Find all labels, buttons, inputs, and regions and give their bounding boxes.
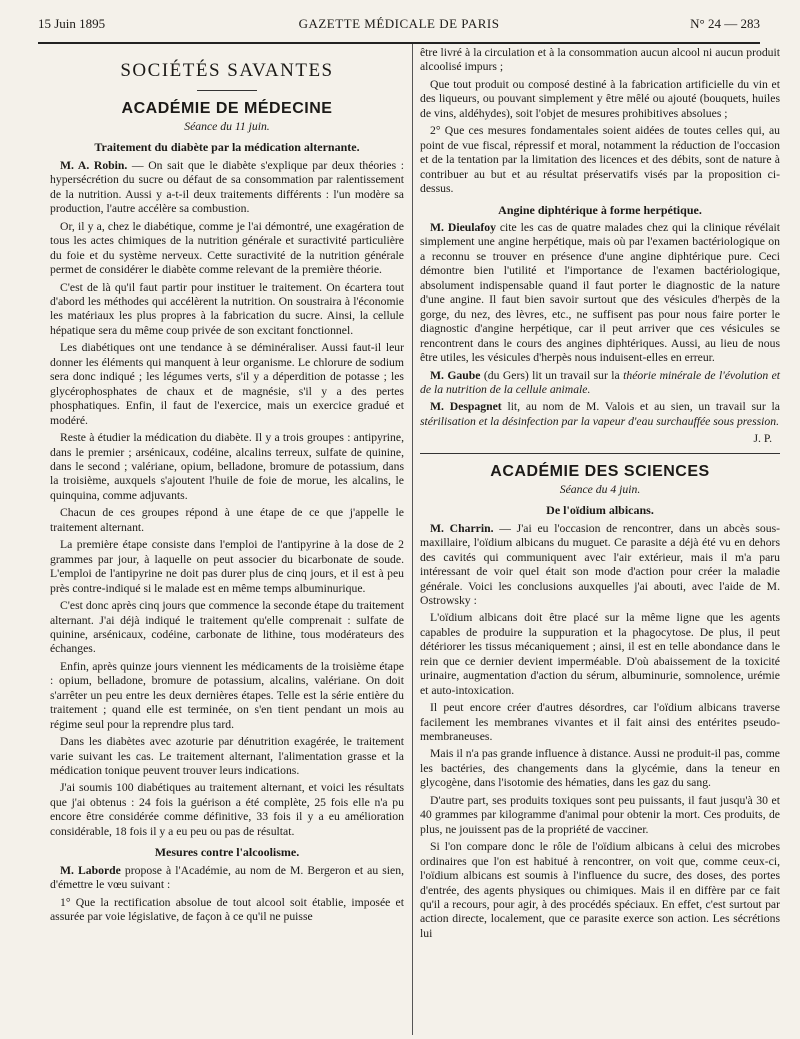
column-divider (412, 44, 413, 1035)
speaker-name: M. A. Robin. (60, 158, 128, 172)
paragraph-text: cite les cas de quatre malades chez qui la clinique révélait simplement une angine herpétique, mais où par l'examen bactériologique on a reconnu se trouver en présence d'une angine diphtérique pure. Ceci démontre bien l'utilité et l'importance de l'examen bactériologique, absolument indispensable quand il faut porter le diagnostic de la nature d'une angine. Il faut bien savoir surtout que des vésicules d'herpès de la gorge, du nez, des lèvres, etc., ne suffisent pas pour nous faire porter le diagnostic d'angine herpétique, car il peut arriver que ces vésicules se rencontrent dans le cours des angines diphtériques. Aussi, au lieu de nous être utiles, les vésicules d'herpès nous induisent-elles en erreur. (420, 220, 780, 365)
speaker-name: M. Gaube (430, 368, 481, 382)
paragraph: Si l'on compare donc le rôle de l'oïdium albicans à celui des microbes ordinaires que l'on est habitué à rencontrer, on voit que, comme ceux-ci, l'oïdium albicans est soumis à l'influence du sucre, des doses, des portes d'entrée, des agents physiques ou chimiques. Mais il en diffère par ce fait qu'il a recours, pour agir, à des procédés spéciaux. En effet, c'est surtout par action directe, localement, que ce parasite exerce son action. Les sécrétions lui (420, 840, 780, 940)
paragraph: D'autre part, ses produits toxiques sont peu puissants, il faut jusqu'à 30 et 40 grammes par kilogramme d'animal pour obtenir la mort. Ces produits, de plus, ne jouissent pas de la propriété de vacciner. (420, 793, 780, 836)
left-column (50, 50, 404, 928)
speaker-name: M. Laborde (60, 863, 121, 877)
academy-title-medecine: ACADÉMIE DE MÉDECINE (121, 100, 333, 117)
paragraph: Enfin, après quinze jours viennent les médicaments de la troisième étape : opium, belladone, bromure de potassium, alcalins, valériane. On doit s'arrêter un peu entre les deux dernières étapes. Telle est la série entière du traitement ; quand elle est terminée, on s'en tient pendant un mois au régime seul pour la reprendre plus tard. (50, 659, 404, 731)
paragraph: L'oïdium albicans doit être placé sur la même ligne que les agents capables de produire la suppuration et la phagocytose. De plus, il peut détériorer les tissus mécaniquement ; ainsi, il est en telle abondance dans le rein que ce dernier devient imperméable. D'où abaissement de la toxicité urinaire, augmentation d'action du sérum, albuminurie, somnolence, urémie et auto-intoxication. (420, 611, 780, 697)
paragraph: Dans les diabètes avec azoturie par dénutrition exagérée, le traitement varie suivant les cas. Le traitement alternant, l'alimentation grasse et la médication tonique peuvent trouver leurs indications. (50, 735, 404, 778)
paragraph (420, 221, 780, 366)
topic-heading-diabete: Traitement du diabète par la médication alternante. (94, 140, 360, 155)
journal-title: GAZETTE MÉDICALE DE PARIS (298, 16, 500, 31)
paragraph: Mais il n'a pas grande influence à distance. Aussi ne produit-il pas, comme les bactéries, des changements dans la glycémie, dans la teneur en glycogène, dans l'isotomie des hématies, dans les gaz du sang. (420, 747, 780, 790)
work-title: théorie minérale de l'évolution et de la nutrition de la cellule animale. (420, 368, 781, 396)
paragraph: 2° Que ces mesures fondamentales soient aidées de toutes celles qui, au point de vue fiscal, répressif et moral, notamment la réduction de l'occasion et de la tentation par la limitation des licences et des débits, sont de nature à contribuer au but et au résultat préservatifs visés par la proposition ci-dessus. (420, 124, 780, 196)
speaker-name: M. Charrin. (430, 521, 494, 535)
header-rule (38, 42, 760, 44)
paragraph: Que tout produit ou composé destiné à la fabrication artificielle du vin et des liqueurs, ou pouvant simplement y être mêlé ou ajouté (bouquets, huiles de vins, aldéhydes), soit l'objet de mesures prohibitives absolues ; (420, 77, 780, 120)
section-title: SOCIÉTÉS SAVANTES (120, 60, 334, 81)
paragraph (420, 522, 780, 609)
paragraph-text: — On sait que le diabète s'explique par deux théories : hypersécrétion du sucre ou défaut de sa consommation par ralentissement de la nutrition. Aussi y a-t-il deux traitements différents : l'un modère sa production, l'autre accélère sa combustion. (50, 158, 404, 216)
paragraph: 1° Que la rectification absolue de tout alcool soit établie, imposée et assurée par voie législative, de façon à ce qu'il ne puisse (50, 895, 404, 924)
paragraph (420, 400, 780, 429)
speaker-name: M. Despagnet (430, 400, 502, 414)
paragraph: Les diabétiques ont une tendance à se déminéraliser. Aussi faut-il leur donner les éléments qui manquent à leur organisme. Le chlorure de sodium sera donc indiqué ; les légumes verts, s'il y a déperdition de potasse ; les glycérophosphates de chaux et de magnésie, s'il y a des pertes phosphatiques. Enfin, il faut de l'exercice, mais un exercice gradué et modéré. (50, 341, 404, 427)
page-number: N° 24 — 283 (690, 16, 760, 31)
paragraph: Or, il y a, chez le diabétique, comme je l'ai démontré, une exagération de tous les actes chimiques de la nutrition générale et suractivité particulière du foie et du système nerveux. Cette suractivité de la nutrition générale permet de considérer le diabète comme relevant de la première théorie. (50, 219, 404, 277)
paragraph: Chacun de ces groupes répond à une étape de ce que j'appelle le traitement alternant. (50, 506, 404, 534)
paragraph-text: lit, au nom de M. Valois et au sien, un travail sur la (501, 400, 780, 414)
paragraph-text: — J'ai eu l'occasion de rencontrer, dans un abcès sous-maxillaire, l'oïdium albicans du muguet. Ce parasite a déjà été vu en dehors des cavités qui communiquent avec l'air extérieur, mais il m'a paru intéressant de voir quel était son mode d'action pour créer la maladie générale. Voici les conclusions auxquelles j'ai abouti, avec l'aide de M. Ostrowsky : (420, 521, 781, 607)
section-rule (420, 453, 780, 454)
topic-heading-angine: Angine diphtérique à forme herpétique. (498, 202, 702, 217)
paragraph: La première étape consiste dans l'emploi de l'antipyrine à la dose de 2 grammes par jour, à laquelle on peut associer du bicarbonate de soude. L'emploi de l'antipyrine ne doit pas durer plus de cinq jours, et il est à peu près contre-indiqué si le malade est en même temps albuminurique. (50, 538, 404, 595)
paragraph (50, 159, 404, 217)
academy-title-sciences: ACADÉMIE DES SCIENCES (490, 462, 710, 480)
page-header (38, 14, 760, 36)
section-rule (197, 90, 257, 91)
paragraph: C'est donc après cinq jours que commence la seconde étape du traitement alternant. J'ai déjà indiqué le traitement qu'elle comprenait : sulfate de quinine, arsénicaux, codéine, carbonate de lithine, tous modérateurs des échanges. (50, 599, 404, 656)
paragraph: Il peut encore créer d'autres désordres, car l'oïdium albicans traverse facilement les membranes vivantes et il fait ainsi des entérites pseudo-membraneuses. (420, 701, 780, 744)
paragraph (50, 864, 404, 893)
issue-date: 15 Juin 1895 (38, 16, 106, 31)
topic-heading-oidium: De l'oïdium albicans. (546, 503, 654, 518)
paragraph (420, 369, 780, 398)
paragraph: être livré à la circulation et à la consommation aucun alcool ni aucun produit alcoolisé impurs ; (420, 46, 780, 74)
paragraph: Reste à étudier la médication du diabète. Il y a trois groupes : antipyrine, dans le premier ; arsénicaux, codéine, alcalins terreux, sulfate de quinine, dans le second ; valériane, opium, belladone, bromure de potassium, dans la troisième, auxquels s'ajoutent l'huile de foie de morue, les alcalins, le quinquina, comme adjuvants. (50, 431, 404, 502)
speaker-name: M. Dieulafoy (430, 220, 496, 234)
seance-date-sciences: Séance du 4 juin. (559, 482, 641, 496)
seance-date-medecine: Séance du 11 juin. (184, 120, 270, 133)
work-title: stérilisation et la désinfection par la vapeur d'eau surchauffée sous pression. (420, 414, 780, 428)
right-column (420, 46, 780, 944)
paragraph: J'ai soumis 100 diabétiques au traitement alternant, et voici les résultats que j'ai obtenus : 24 fois la guérison a été complète, 25 fois elle n'a pu encore être considérée comme définitive, 33 fois il y a eu amélioration considérable, 18 fois il y a eu peu ou pas de résultat. (50, 781, 404, 838)
paragraph-text: propose à l'Académie, au nom de M. Bergeron et au sien, d'émettre le vœu suivant : (50, 863, 405, 892)
topic-heading-alcoolisme: Mesures contre l'alcoolisme. (154, 845, 300, 860)
paragraph: C'est de là qu'il faut partir pour instituer le traitement. On écartera tout d'abord les méthodes qui accélèrent la nutrition. On soustraira à l'économie les matériaux les plus propres à la fabrication du sucre. Ainsi, la cellule hépatique sera du même coup privée de son excitant fonctionnel. (50, 280, 404, 337)
paragraph-text: (du Gers) lit un travail sur la (480, 368, 624, 382)
signature: J. P. (753, 432, 772, 446)
